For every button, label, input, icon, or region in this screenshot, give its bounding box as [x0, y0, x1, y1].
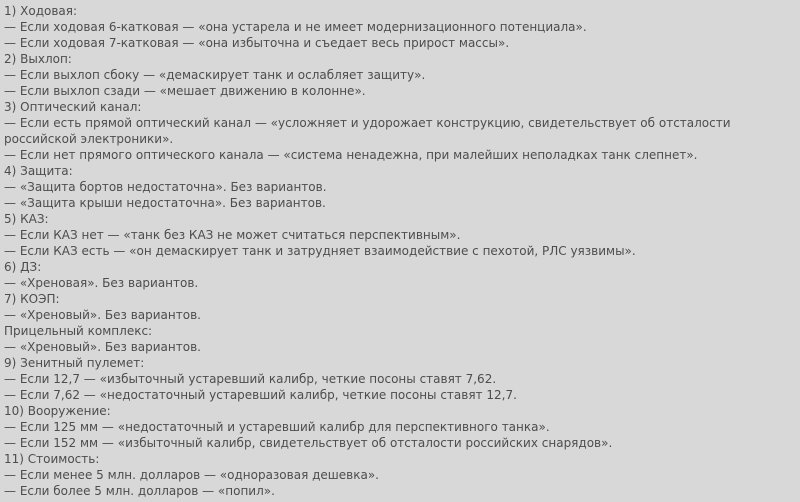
text-line: — «Защита крыши недостаточна». Без вариантов.	[4, 196, 326, 210]
text-line: — Если ходовая 6-катковая — «она устарела и не имеет модернизационного потенциала».	[4, 20, 587, 34]
text-line: — Если менее 5 млн. долларов — «одноразовая дешевка».	[4, 468, 379, 482]
text-line: 2) Выхлоп:	[4, 52, 72, 66]
text-line: — Если 12,7 — «избыточный устаревший калибр, четкие посоны ставят 7,62.	[4, 372, 497, 386]
text-line: — Если 152 мм — «избыточный калибр, свидетельствует об отсталости российских снарядов».	[4, 436, 613, 450]
text-line: 11) Стоимость:	[4, 452, 100, 466]
text-line: — Если более 5 млн. долларов — «попил».	[4, 484, 275, 498]
text-line: 3) Оптический канал:	[4, 100, 142, 114]
text-line: 1) Ходовая:	[4, 4, 78, 18]
text-line: российской электроники».	[4, 132, 174, 146]
text-line: — Если выхлоп сбоку — «демаскирует танк и ослабляет защиту».	[4, 68, 426, 82]
text-line: 5) КАЗ:	[4, 212, 49, 226]
text-line: — Если нет прямого оптического канала — «система ненадежна, при малейших неполадках танк слепнет».	[4, 148, 698, 162]
text-line: 7) КОЭП:	[4, 292, 60, 306]
text-line: — Если выхлоп сзади — «мешает движению в колонне».	[4, 84, 366, 98]
text-line: — Если КАЗ нет — «танк без КАЗ не может считаться перспективным».	[4, 228, 461, 242]
text-line: — Если КАЗ есть — «он демаскирует танк и затрудняет взаимодействие с пехотой, РЛС уязвимы».	[4, 244, 636, 258]
text-line: 4) Защита:	[4, 164, 73, 178]
text-line: — «Хреновая». Без вариантов.	[4, 276, 199, 290]
text-line: — Если ходовая 7-катковая — «она избыточна и съедает весь прирост массы».	[4, 36, 510, 50]
text-line: 9) Зенитный пулемет:	[4, 356, 145, 370]
text-line: — «Хреновый». Без вариантов.	[4, 340, 201, 354]
text-line: 10) Вооружение:	[4, 404, 111, 418]
text-line: — «Защита бортов недостаточна». Без вариантов.	[4, 180, 327, 194]
text-line: — «Хреновый». Без вариантов.	[4, 308, 201, 322]
text-line: — Если 7,62 — «недостаточный устаревший калибр, четкие посоны ставят 12,7.	[4, 388, 517, 402]
text-line: — Если 125 мм — «недостаточный и устаревший калибр для перспективного танка».	[4, 420, 550, 434]
text-line: 6) ДЗ:	[4, 260, 42, 274]
text-line: Прицельный комплекс:	[4, 324, 153, 338]
text-line: — Если есть прямой оптический канал — «усложняет и удорожает конструкцию, свидетельствует об отсталости	[4, 116, 731, 130]
